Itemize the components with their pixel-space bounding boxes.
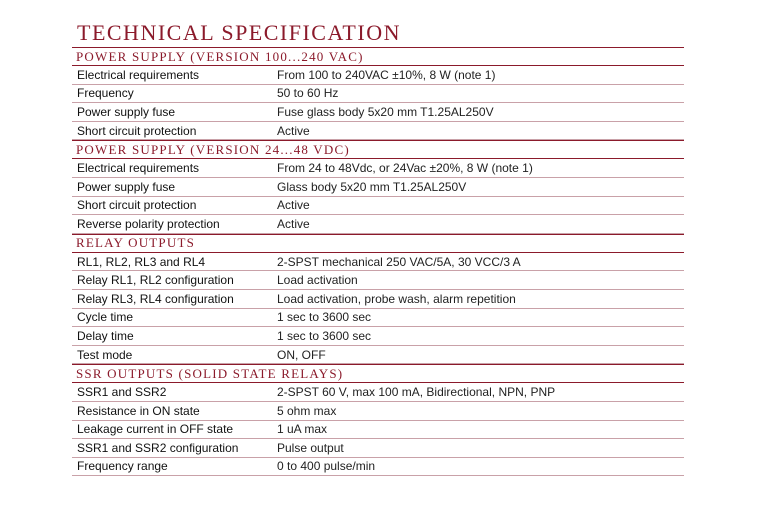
spec-row [72,253,684,272]
spec-value: Fuse glass body 5x20 mm T1.25AL250V [277,104,494,119]
section-heading: RELAY OUTPUTS [72,234,684,253]
spec-row [72,346,684,365]
spec-row [72,85,684,104]
spec-value: Active [277,198,310,213]
spec-row [72,290,684,309]
spec-label: Test mode [77,347,133,362]
spec-label: Power supply fuse [77,104,176,119]
spec-value: Glass body 5x20 mm T1.25AL250V [277,179,467,194]
spec-row [72,66,684,85]
spec-label: SSR1 and SSR2 [77,385,167,400]
spec-value: 1 sec to 3600 sec [277,310,372,325]
spec-label: Power supply fuse [77,179,176,194]
spec-row [72,159,684,178]
spec-label: Leakage current in OFF state [77,422,234,437]
spec-label: Reverse polarity protection [77,216,220,231]
page-title: TECHNICAL SPECIFICATION [77,20,401,45]
spec-row [72,421,684,440]
spec-row [72,402,684,421]
spec-label: Resistance in ON state [77,403,200,418]
spec-value: Active [277,123,310,138]
spec-value: From 24 to 48Vdc, or 24Vac ±20%, 8 W (note 1) [277,161,533,176]
spec-label: Short circuit protection [77,198,197,213]
spec-value: 2-SPST mechanical 250 VAC/5A, 30 VCC/3 A [277,254,521,269]
spec-value: Pulse output [277,440,344,455]
spec-row [72,439,684,458]
section-heading: POWER SUPPLY (VERSION 100...240 VAC) [72,47,684,66]
spec-value: Load activation [277,273,358,288]
spec-label: Frequency [77,86,134,101]
spec-label: Relay RL3, RL4 configuration [77,291,234,306]
spec-value: 0 to 400 pulse/min [277,459,376,474]
spec-value: Load activation, probe wash, alarm repetition [277,291,516,306]
section-heading: POWER SUPPLY (VERSION 24...48 VDC) [72,140,684,159]
spec-label: RL1, RL2, RL3 and RL4 [77,254,206,269]
spec-label: Electrical requirements [77,67,200,82]
spec-value: ON, OFF [277,347,326,362]
spec-row [72,122,684,141]
spec-table [72,47,684,476]
spec-value: 1 sec to 3600 sec [277,328,372,343]
spec-value: 2-SPST 60 V, max 100 mA, Bidirectional, NPN, PNP [277,385,556,400]
spec-label: Frequency range [77,459,168,474]
spec-label: Relay RL1, RL2 configuration [77,273,234,288]
spec-row [72,178,684,197]
spec-value: 5 ohm max [277,403,337,418]
spec-value: 1 uA max [277,422,328,437]
spec-label: Short circuit protection [77,123,197,138]
spec-label: SSR1 and SSR2 configuration [77,440,239,455]
spec-value: Active [277,216,310,231]
spec-label: Delay time [77,328,134,343]
spec-row [72,271,684,290]
spec-row [72,103,684,122]
spec-row [72,383,684,402]
spec-row [72,458,684,477]
spec-label: Electrical requirements [77,161,200,176]
spec-row [72,327,684,346]
spec-row [72,215,684,234]
spec-row [72,197,684,216]
spec-label: Cycle time [77,310,134,325]
spec-value: 50 to 60 Hz [277,86,339,101]
section-heading: SSR OUTPUTS (SOLID STATE RELAYS) [72,364,684,383]
spec-value: From 100 to 240VAC ±10%, 8 W (note 1) [277,67,496,82]
spec-row [72,309,684,328]
